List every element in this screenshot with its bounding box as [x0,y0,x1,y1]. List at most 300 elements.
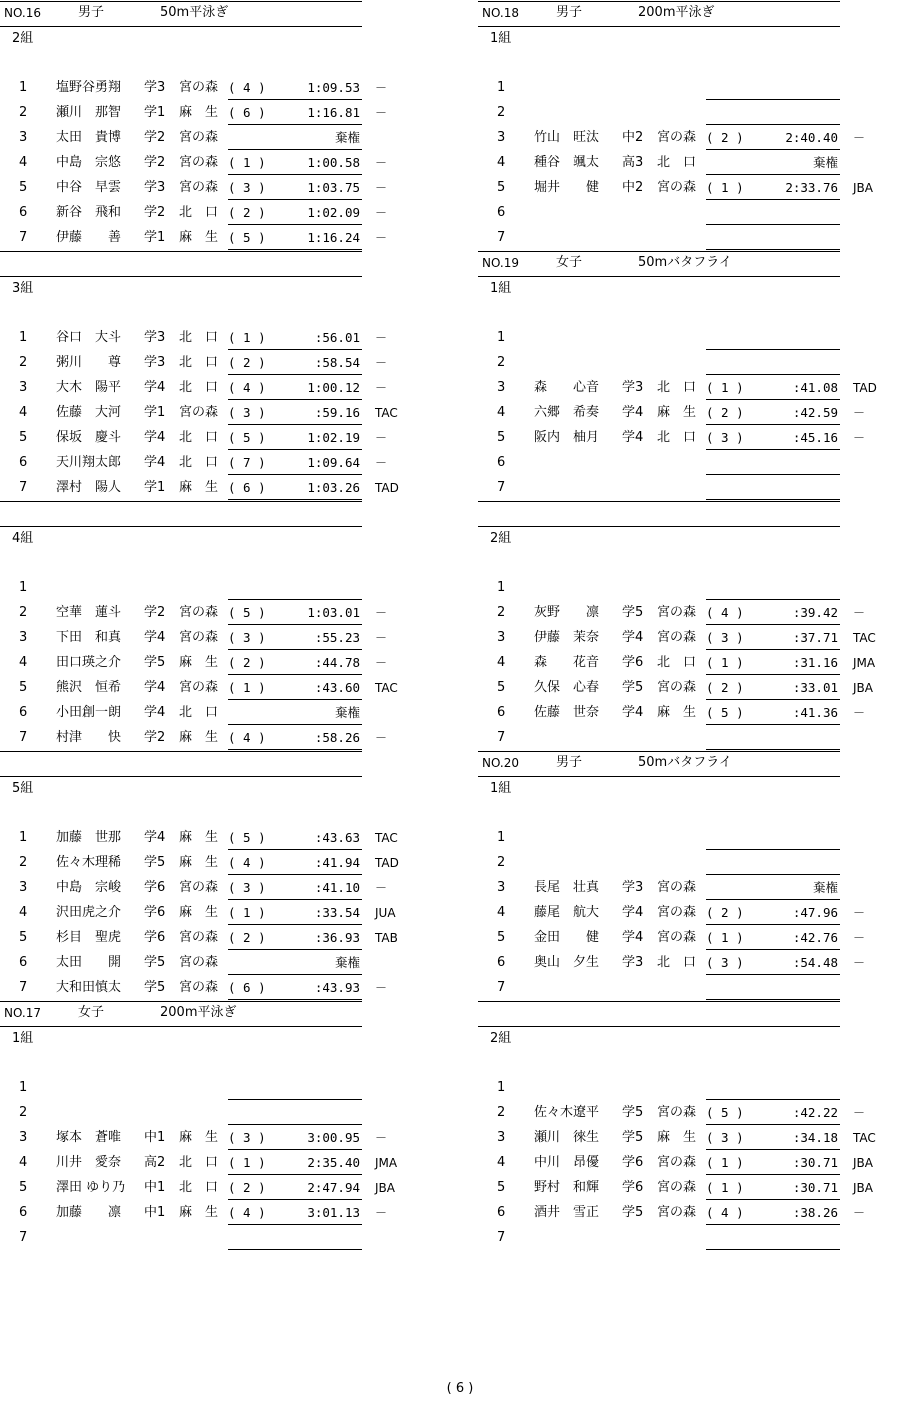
placing: ( 1 ) [228,330,266,345]
result-time: 1:00.12 [307,380,360,395]
swimmer-club: 北 口 [657,955,697,970]
swimmer-name: 澤村 陽人 [56,480,122,495]
swimmer-grade: 学4 [622,630,644,645]
result-time: :41.36 [792,705,838,720]
result-time: 1:16.81 [307,105,360,120]
heat-group: 1組 [490,781,512,796]
swimmer-name: 伊藤 茉奈 [534,630,600,645]
swimmer-name: 空華 蓮斗 [56,605,122,620]
event-gender: 男子 [78,5,105,20]
placing: ( 4 ) [228,855,266,870]
result-underline [228,699,362,700]
swimmer-grade: 中2 [622,180,644,195]
placing: ( 2 ) [706,130,744,145]
lane-number: 2 [497,1105,506,1120]
result-time: 棄権 [334,705,360,720]
result-underline [706,399,840,400]
lane-number: 6 [19,705,28,720]
swimmer-grade: 学4 [144,705,166,720]
swimmer-club: 宮の森 [657,680,697,695]
swimmer-club: 麻 生 [179,655,219,670]
heat-group: 2組 [490,1031,512,1046]
record-note: TAD [375,856,399,870]
swimmer-club: 宮の森 [657,1155,697,1170]
swimmer-club: 宮の森 [179,630,219,645]
record-note: － [853,431,866,445]
lane-number: 2 [19,105,28,120]
swimmer-club: 北 口 [179,705,219,720]
record-note: － [375,331,388,345]
swimmer-name: 杉目 聖虎 [56,930,122,945]
placing: ( 5 ) [228,605,266,620]
result-underline [706,349,840,350]
result-underline [228,149,362,150]
lane-number: 5 [19,930,28,945]
block-top-rule [0,501,362,502]
lane-number: 7 [497,730,506,745]
header-rule [478,526,840,527]
swimmer-grade: 学4 [144,430,166,445]
placing: ( 3 ) [228,630,266,645]
record-note: － [853,706,866,720]
lane-number: 5 [19,180,28,195]
swimmer-name: 保坂 慶斗 [56,430,122,445]
record-note: JMA [853,656,876,670]
swimmer-club: 麻 生 [179,905,219,920]
swimmer-club: 宮の森 [657,905,697,920]
block-top-rule [478,1,840,2]
swimmer-club: 北 口 [179,1155,219,1170]
record-note: JBA [375,1181,395,1195]
swimmer-name: 大木 陽平 [56,380,122,395]
record-note: JBA [853,181,873,195]
heat-group: 2組 [490,531,512,546]
swimmer-name: 中島 宗峻 [56,880,122,895]
placing: ( 1 ) [228,1155,266,1170]
lane-number: 3 [497,130,506,145]
swimmer-grade: 学1 [144,230,166,245]
lane-number: 3 [497,380,506,395]
swimmer-club: 宮の森 [657,605,697,620]
swimmer-name: 阪内 柚月 [534,430,600,445]
swimmer-grade: 学5 [622,1205,644,1220]
record-note: － [375,231,388,245]
header-rule [0,276,362,277]
result-underline [706,1099,840,1100]
result-time: :43.63 [314,830,360,845]
header-rule [478,1026,840,1027]
placing: ( 6 ) [228,980,266,995]
record-note: － [375,431,388,445]
swimmer-name: 奥山 夕生 [534,955,600,970]
result-time: 1:02.19 [307,430,360,445]
swimmer-name: 熊沢 恒希 [56,680,122,695]
swimmer-club: 北 口 [657,380,697,395]
swimmer-name: 谷口 大斗 [56,330,122,345]
swimmer-grade: 中2 [622,130,644,145]
swimmer-name: 川井 愛奈 [56,1155,122,1170]
result-time: :55.23 [314,630,360,645]
result-underline [706,1224,840,1225]
record-note: － [375,156,388,170]
lane-number: 2 [497,105,506,120]
record-note: TAC [375,406,398,420]
swimmer-name: 中島 宗悠 [56,155,122,170]
event-number: NO.17 [4,1006,42,1020]
swimmer-club: 宮の森 [179,155,219,170]
record-note: － [375,356,388,370]
swimmer-club: 宮の森 [179,130,219,145]
swimmer-grade: 学5 [622,680,644,695]
heat-group: 4組 [12,531,34,546]
placing: ( 4 ) [706,1205,744,1220]
result-underline [228,949,362,950]
result-time: :58.54 [314,355,360,370]
result-underline [706,599,840,600]
swimmer-grade: 学4 [622,905,644,920]
swimmer-name: 天川翔太郎 [56,455,122,470]
placing: ( 3 ) [706,1130,744,1145]
placing: ( 3 ) [706,955,744,970]
swimmer-grade: 学6 [622,1155,644,1170]
record-note: － [375,1131,388,1145]
result-underline [706,449,840,450]
placing: ( 6 ) [228,480,266,495]
event-name: 200m平泳ぎ [638,5,715,20]
lane-number: 3 [497,630,506,645]
result-underline [228,999,362,1000]
result-underline [706,674,840,675]
header-rule [478,276,840,277]
event-gender: 女子 [78,1005,105,1020]
result-time: :33.54 [314,905,360,920]
record-note: － [375,206,388,220]
record-note: － [853,1206,866,1220]
result-underline [228,474,362,475]
placing: ( 1 ) [706,930,744,945]
swimmer-grade: 学6 [622,655,644,670]
result-underline [228,174,362,175]
lane-number: 6 [497,955,506,970]
swimmer-name: 小田創一朗 [56,705,122,720]
swimmer-club: 麻 生 [657,405,697,420]
result-underline [228,974,362,975]
result-underline [228,874,362,875]
record-note: － [375,881,388,895]
swimmer-grade: 学4 [144,630,166,645]
swimmer-grade: 学3 [622,380,644,395]
lane-number: 5 [19,430,28,445]
record-note: TAD [853,381,877,395]
swimmer-club: 北 口 [179,430,219,445]
record-note: － [853,1106,866,1120]
block-top-rule [478,251,840,252]
placing: ( 1 ) [228,905,266,920]
event-name: 50mバタフライ [638,255,732,270]
swimmer-name: 加藤 世那 [56,830,122,845]
swimmer-grade: 学1 [144,105,166,120]
result-time: 1:16.24 [307,230,360,245]
lane-number: 7 [497,230,506,245]
result-underline [706,974,840,975]
event-number: NO.19 [482,256,520,270]
result-time: :30.71 [792,1180,838,1195]
swimmer-club: 宮の森 [657,130,697,145]
swimmer-club: 麻 生 [179,230,219,245]
swimmer-club: 麻 生 [179,105,219,120]
placing: ( 1 ) [706,1155,744,1170]
swimmer-grade: 学5 [622,605,644,620]
result-underline [706,499,840,500]
swimmer-grade: 学6 [144,930,166,945]
swimmer-name: 沢田虎之介 [56,905,122,920]
lane-number: 1 [497,330,506,345]
result-underline [228,449,362,450]
result-time: :54.48 [792,955,838,970]
result-underline [706,1174,840,1175]
placing: ( 5 ) [706,1105,744,1120]
lane-number: 4 [19,655,28,670]
swimmer-grade: 学5 [144,855,166,870]
result-time: 棄権 [812,880,838,895]
lane-number: 4 [497,655,506,670]
swimmer-grade: 学4 [622,930,644,945]
swimmer-name: 大和田慎太 [56,980,122,995]
swimmer-grade: 学5 [622,1130,644,1145]
result-underline [228,899,362,900]
lane-number: 3 [19,130,28,145]
result-underline [706,999,840,1000]
lane-number: 3 [19,1130,28,1145]
swimmer-name: 中川 昂優 [534,1155,600,1170]
result-time: :41.94 [314,855,360,870]
heat-group: 5組 [12,781,34,796]
result-underline [228,1174,362,1175]
lane-number: 1 [497,80,506,95]
swimmer-name: 竹山 旺汰 [534,130,600,145]
heat-group: 1組 [12,1031,34,1046]
result-time: 1:00.58 [307,155,360,170]
swimmer-grade: 学2 [144,155,166,170]
lane-number: 3 [19,630,28,645]
record-note: TAC [853,1131,876,1145]
record-note: － [853,131,866,145]
placing: ( 4 ) [228,1205,266,1220]
lane-number: 4 [497,905,506,920]
record-note: － [375,456,388,470]
placing: ( 4 ) [228,380,266,395]
lane-number: 5 [497,680,506,695]
swimmer-name: 粥川 尊 [56,355,122,370]
lane-number: 2 [497,855,506,870]
result-time: 2:35.40 [307,1155,360,1170]
swimmer-name: 太田 開 [56,955,122,970]
swimmer-grade: 学4 [622,705,644,720]
placing: ( 2 ) [228,930,266,945]
result-time: :45.16 [792,430,838,445]
swimmer-grade: 学3 [144,355,166,370]
header-rule [478,776,840,777]
swimmer-name: 長尾 壮真 [534,880,600,895]
record-note: TAC [375,681,398,695]
record-note: － [853,956,866,970]
swimmer-grade: 学3 [622,880,644,895]
result-underline [228,124,362,125]
placing: ( 3 ) [228,1130,266,1145]
result-time: :59.16 [314,405,360,420]
placing: ( 2 ) [228,655,266,670]
result-time: 1:09.64 [307,455,360,470]
lane-number: 1 [19,1080,28,1095]
block-top-rule [0,251,362,252]
result-underline [228,199,362,200]
swimmer-club: 宮の森 [657,180,697,195]
lane-number: 3 [19,880,28,895]
result-underline [706,1124,840,1125]
lane-number: 6 [497,705,506,720]
lane-number: 7 [19,1230,28,1245]
block-top-rule [0,1,362,2]
placing: ( 2 ) [706,905,744,920]
swimmer-name: 佐藤 大河 [56,405,122,420]
result-underline [706,1249,840,1250]
result-underline [228,599,362,600]
result-underline [228,1224,362,1225]
result-underline [706,174,840,175]
swimmer-grade: 学4 [622,430,644,445]
lane-number: 4 [19,905,28,920]
result-underline [706,699,840,700]
record-note: TAC [853,631,876,645]
lane-number: 6 [19,455,28,470]
swimmer-grade: 学4 [622,405,644,420]
result-underline [706,1199,840,1200]
swimmer-name: 酒井 雪正 [534,1205,600,1220]
result-time: :42.22 [792,1105,838,1120]
swimmer-club: 宮の森 [179,980,219,995]
result-time: 棄権 [334,955,360,970]
placing: ( 3 ) [228,880,266,895]
placing: ( 1 ) [706,380,744,395]
swimmer-grade: 学4 [144,680,166,695]
swimmer-grade: 学1 [144,480,166,495]
swimmer-name: 田口瑛之介 [56,655,122,670]
page-number: ( 6 ) [446,1381,474,1396]
swimmer-grade: 学2 [144,130,166,145]
swimmer-grade: 学6 [622,1180,644,1195]
lane-number: 2 [19,855,28,870]
swimmer-name: 澤田 ゆり乃 [56,1180,126,1195]
lane-number: 3 [497,880,506,895]
result-underline [228,674,362,675]
record-note: JBA [853,1181,873,1195]
placing: ( 1 ) [706,180,744,195]
block-top-rule [478,751,840,752]
result-underline [228,849,362,850]
result-time: :41.08 [792,380,838,395]
lane-number: 7 [497,480,506,495]
result-underline [228,249,362,250]
lane-number: 4 [19,405,28,420]
placing: ( 7 ) [228,455,266,470]
swimmer-name: 塩野谷勇翔 [56,80,122,95]
record-note: JMA [375,1156,398,1170]
lane-number: 4 [19,1155,28,1170]
swimmer-grade: 学1 [144,405,166,420]
record-note: － [375,181,388,195]
result-time: 1:02.09 [307,205,360,220]
result-underline [228,724,362,725]
placing: ( 5 ) [706,705,744,720]
swimmer-club: 宮の森 [179,955,219,970]
lane-number: 5 [19,1180,28,1195]
placing: ( 3 ) [228,180,266,195]
heat-group: 1組 [490,281,512,296]
lane-number: 6 [19,1205,28,1220]
result-time: 2:47.94 [307,1180,360,1195]
result-time: :33.01 [792,680,838,695]
swimmer-club: 宮の森 [657,630,697,645]
swimmer-name: 佐藤 世奈 [534,705,600,720]
swimmer-name: 佐々木理稀 [56,855,122,870]
placing: ( 4 ) [706,605,744,620]
record-note: TAD [375,481,399,495]
event-name: 50mバタフライ [638,755,732,770]
lane-number: 2 [497,605,506,620]
lane-number: 1 [497,830,506,845]
swimmer-name: 種谷 颯太 [534,155,600,170]
record-note: － [375,631,388,645]
result-underline [228,399,362,400]
lane-number: 3 [19,380,28,395]
record-note: － [853,906,866,920]
lane-number: 4 [497,405,506,420]
result-underline [228,624,362,625]
right-column [478,0,918,1380]
result-time: :43.93 [314,980,360,995]
heat-group: 2組 [12,31,34,46]
swimmer-name: 中谷 早雲 [56,180,122,195]
swimmer-grade: 学6 [144,880,166,895]
placing: ( 5 ) [228,230,266,245]
swimmer-club: 北 口 [179,455,219,470]
result-time: 1:09.53 [307,80,360,95]
lane-number: 1 [497,580,506,595]
swimmer-name: 瀬川 徠生 [534,1130,600,1145]
swimmer-club: 麻 生 [179,480,219,495]
swimmer-grade: 学6 [144,905,166,920]
result-time: :42.59 [792,405,838,420]
swimmer-grade: 学3 [144,80,166,95]
swimmer-club: 宮の森 [657,1205,697,1220]
result-underline [228,1149,362,1150]
result-underline [228,1199,362,1200]
result-time: :58.26 [314,730,360,745]
record-note: － [375,1206,388,1220]
swimmer-club: 麻 生 [179,1205,219,1220]
swimmer-grade: 中1 [144,1180,166,1195]
record-note: － [375,106,388,120]
swimmer-club: 北 口 [657,155,697,170]
swimmer-club: 麻 生 [179,855,219,870]
swimmer-club: 麻 生 [657,1130,697,1145]
lane-number: 4 [19,155,28,170]
swimmer-grade: 学3 [144,330,166,345]
swimmer-club: 麻 生 [179,730,219,745]
result-underline [706,249,840,250]
swimmer-club: 北 口 [179,380,219,395]
lane-number: 7 [19,980,28,995]
